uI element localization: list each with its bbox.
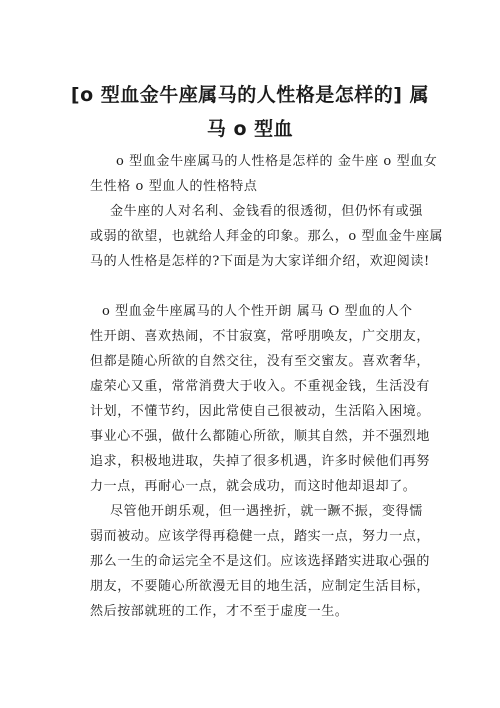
paragraph-line: o 型血金牛座属马的人性格是怎样的 金牛座 o 型血女 bbox=[116, 154, 438, 169]
paragraph-line: 马的人性格是怎样的?下面是为大家详细介绍，欢迎阅读! bbox=[90, 254, 430, 269]
paragraph-line: 但都是随心所欲的自然交往，没有至交蜜友。喜欢奢华， bbox=[90, 354, 431, 369]
title-line-1: [o 型血金牛座属马的人性格是怎样的] 属 bbox=[70, 84, 430, 106]
paragraph-line: o 型血金牛座属马的人个性开朗 属马 O 型血的人个 bbox=[102, 304, 413, 319]
title-line-2: 马 o 型血 bbox=[206, 118, 294, 140]
paragraph-line: 金牛座的人对名利、金钱看的很透彻，但仍怀有或强 bbox=[110, 204, 423, 219]
paragraph-line: 虚荣心又重，常常消费大于收入。不重视金钱，生活没有 bbox=[90, 379, 431, 394]
paragraph-line: 弱而被动。应该学得再稳健一点，踏实一点，努力一点， bbox=[90, 529, 431, 544]
paragraph-line: 朋友，不要随心所欲漫无目的地生活，应制定生活目标， bbox=[90, 579, 431, 594]
paragraph-line: 然后按部就班的工作，才不至于虚度一生。 bbox=[90, 604, 349, 619]
paragraph-line: 追求，积极地进取，失掉了很多机遇，许多时候他们再努 bbox=[90, 454, 431, 469]
paragraph-line: 事业心不强，做什么都随心所欲，顺其自然，并不强烈地 bbox=[90, 429, 431, 444]
paragraph-line: 尽管他开朗乐观，但一遇挫折，就一蹶不振，变得懦 bbox=[110, 504, 423, 519]
paragraph-description bbox=[90, 199, 444, 274]
paragraph-line: 力一点，再耐心一点，就会成功，而这时他却退却了。 bbox=[90, 479, 417, 494]
paragraph-line: 性开朗、喜欢热闹，不甘寂寞，常呼朋唤友，广交朋友， bbox=[90, 329, 431, 344]
paragraph-line: 那么一生的命运完全不是这们。应该选择踏实进取心强的 bbox=[90, 554, 431, 569]
paragraph-personality bbox=[90, 299, 430, 499]
paragraph-intro bbox=[90, 149, 438, 199]
paragraph-advice bbox=[90, 499, 430, 624]
paragraph-line: 或弱的欲望，也就给人拜金的印象。那么，o 型血金牛座属 bbox=[90, 229, 444, 244]
paragraph-line: 生性格 o 型血人的性格特点 bbox=[90, 179, 258, 194]
document-body bbox=[90, 149, 444, 624]
paragraph-line: 计划，不懂节约，因此常使自己很被动，生活陷入困境。 bbox=[90, 404, 431, 419]
document-title bbox=[60, 78, 440, 146]
